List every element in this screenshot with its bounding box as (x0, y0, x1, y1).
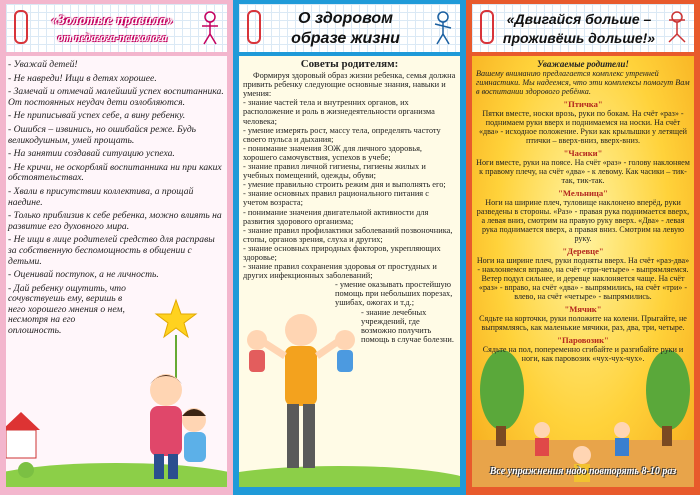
advice-item: - умение правильно строить режим дня и выполнять его; (243, 180, 446, 190)
exercise-name: "Мячик" (564, 304, 602, 314)
exercise-text: Сядьте на корточки, руки положите на колени. Прыгайте, не выпрямляясь, как маленькие мячики, раз, два, три, четыре. (479, 314, 687, 332)
panel-healthy-lifestyle (233, 0, 466, 495)
advice-item: - знание основных правил рационального питания с учетом возраста; (243, 189, 429, 208)
repeat-note: Все упражнения надо повторять 8-10 раз (489, 466, 677, 477)
advice-item: Формируя здоровый образ жизни ребенка, семья должна привить ребенку следующие основные знания, навыки и умения: (243, 71, 456, 99)
rule-item: - Хвали в присутствии коллектива, а прощай наедине. (8, 185, 194, 208)
exercise-text: Ноги вместе, руки на поясе. На счёт «раз» - голову наклоняем к правому плечу, на счёт «два» - к левому. Как часики – тик-так, тик-так. (476, 158, 690, 185)
paperclip-icon (480, 10, 494, 44)
rule-item: - Уважай детей! (8, 59, 78, 70)
rule-item: - Оценивай поступок, а не личность. (8, 269, 159, 281)
panel-subtitle: проживёшь дольше!» (502, 30, 656, 46)
panel-title: «Золотые правила» (51, 12, 174, 27)
exercises-content (476, 60, 690, 363)
stick-figure-icon (199, 10, 221, 46)
advice-item: - понимание значения ЗОЖ для личного здоровья, хорошего самочувствия, успехов в учебе; (243, 143, 423, 162)
exercise-item (476, 305, 690, 332)
rule-item: - Только приблизив к себе ребенка, можно влиять на развитие его духовного мира. (8, 210, 222, 232)
panel-header (239, 4, 460, 52)
paperclip-icon (14, 10, 28, 44)
exercise-text: Сядьте на пол, попеременно сгибайте и разгибайте руки и ноги, как паровозик «чух-чух-чух». (482, 345, 684, 363)
exercise-item (476, 100, 690, 145)
panel-subtitle: образе жизни (291, 30, 400, 47)
paperclip-icon (247, 10, 261, 44)
family-illustration (6, 280, 227, 487)
rule-item: - Замечай и отмечай малейший успех воспитанника. От постоянных неудач дети озлобляются. (8, 86, 224, 108)
exercise-name: "Часики" (563, 148, 603, 158)
stick-figure-icon (666, 10, 688, 46)
advice-item: - знание лечебных учреждений, где возможно получить помощь в случае болезни. (361, 307, 454, 344)
advice-item: - знание правил сохранения здоровья от простудных и других инфекционных заболеваний; (243, 262, 437, 281)
panel-exercises (466, 0, 700, 495)
advice-item: - умение измерять рост, массу тела, определять частоту своего пульса и дыхания; (243, 125, 441, 144)
panel-subtitle: от педагога-психолога (57, 32, 168, 44)
panel-title: О здоровом (298, 10, 393, 27)
rule-item: - На занятии создавай ситуацию успеха. (8, 148, 175, 160)
greeting: Уважаемые родители! (537, 59, 629, 69)
advice-item: - знание частей тела и внутренних органов, их расположение и роль в жизнедеятельности организма человека; (243, 98, 435, 126)
exercise-item (476, 149, 690, 185)
exercise-text: Пятки вместе, носки врозь, руки по бокам. На счёт «раз» - поднимаем руки вверх и поднимаемся на носки. На счёт «два» - исходное положение. Руки как крылышки у летящей птички – вверх-вниз, вверх-вниз. (479, 109, 687, 145)
exercise-name: "Птичка" (563, 99, 603, 109)
exercise-text: Ноги на ширине плеч, руки подняты вверх. На счёт «раз-два» - наклоняемся вправо, на счёт «три-четыре» - выпрямляемся. Ветер подул сильнее, и деревце наклоняется чаще. На счёт «раз» - вправо, на счёт «два» - выпрямились, на счёт «три» - влево, на счёт «четыре» - выпрямились. (476, 256, 690, 301)
advice-item: - понимание значения двигательной активности для развития здорового организма; (243, 207, 429, 226)
advice-item: - умение оказывать простейшую помощь при небольших порезах, ушибах, ожогах и т.д.; (335, 280, 453, 308)
rule-item: - Дай ребенку ощутить, что сочувствуешь ему, веришь в него хорошего мнения о нем, несмотря на его оплошность. (8, 282, 126, 337)
rule-item: - Не приписывай успех себе, а вину ребенку. (8, 110, 186, 122)
exercise-name: "Паровозик" (557, 335, 609, 345)
exercise-text: Ноги на ширине плеч, туловище наклонено вперёд, руки разведены в стороны. «Раз» - правая рука поднимается вверх, а левая вниз, смотрим на правую руку вверх. «Два» - левая рука поднимается вверх, а правая вниз. Смотрим на левую руку. (476, 198, 690, 243)
stick-figure-icon (432, 10, 454, 46)
exercise-name: "Деревце" (562, 246, 604, 256)
intro-text: Вашему вниманию предлагается комплекс утренней гимнастики. Мы надеемся, что эти комплексы помогут Вам в воспитании здорового ребёнка. (476, 69, 690, 96)
panel-golden-rules (0, 0, 233, 495)
exercise-item (476, 336, 690, 363)
advice-item: - знание правил личной гигиены, гигиены жилых и учебных помещений, одежды, обуви; (243, 162, 426, 181)
parents-advice (243, 60, 456, 344)
advice-item: - знание правил профилактики заболеваний позвоночника, стопы, органов зрения, слуха и других; (243, 225, 453, 244)
rule-item: - Ошибся – извинись, но ошибайся реже. Будь великодушным, умей прощать. (8, 123, 197, 146)
exercise-item (476, 189, 690, 243)
exercise-name: "Мельница" (558, 188, 608, 198)
rule-item: - Не ищи в лице родителей средство для расправы за собственную беспомощность в общении с детьми. (8, 234, 215, 267)
rule-item: - Не навреди! Ищи в детях хорошее. (8, 72, 157, 84)
panel-title: «Двигайся больше – (506, 11, 652, 27)
advice-heading: Советы родителям: (300, 58, 399, 70)
rule-item: - Не кричи, не оскорбляй воспитанника ни при каких обстоятельствах. (8, 161, 222, 184)
panel-header (6, 4, 227, 52)
exercise-item (476, 247, 690, 301)
panel-header (472, 4, 694, 52)
advice-item: - знание основных природных факторов, укрепляющих здоровье; (243, 243, 441, 262)
